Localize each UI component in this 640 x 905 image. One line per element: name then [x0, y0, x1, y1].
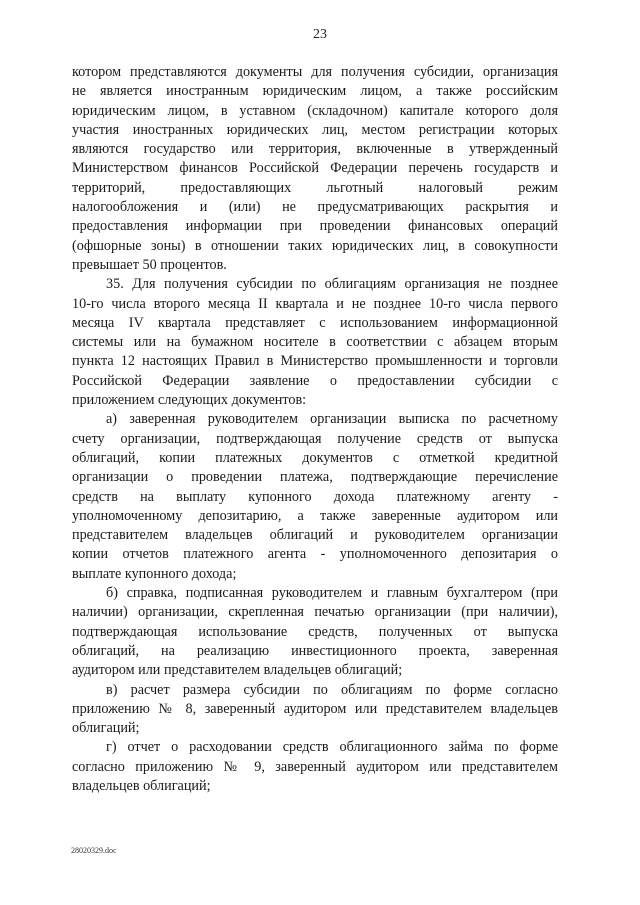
text-line: Министерством финансов Российской Федерации перечень государств и [72, 160, 558, 177]
text-line: системы или на бумажном носителе в соответствии с абзацем вторым [72, 334, 558, 351]
text-line: наличии) организации, скрепленная печатью организации (при наличии), [72, 604, 558, 621]
text-line: г) отчет о расходовании средств облигационного займа по форме [106, 739, 558, 756]
text-line: являются государство или территория, включенные в утвержденный [72, 141, 558, 158]
text-line: выплате купонного дохода; [72, 565, 237, 582]
page-number: 23 [313, 27, 327, 42]
footer-filename: 28020329.doc [71, 846, 117, 855]
text-line: уполномоченному депозитарию, а также заверенные аудитором или [72, 507, 558, 524]
text-line: счету организации, подтверждающая получение средств от выпуска [72, 430, 558, 447]
text-line: согласно приложению № 9, заверенный аудитором или представителем [72, 758, 558, 775]
text-line: 10-го числа второго месяца II квартала и не позднее 10-го числа первого [72, 295, 558, 312]
text-line: приложением следующих документов: [72, 392, 307, 409]
text-line: не является иностранным юридическим лицом, а также российским [72, 83, 558, 100]
text-line: пункта 12 настоящих Правил в Министерство промышленности и торговли [72, 353, 558, 370]
text-line: налогообложения и (или) не предусматривающих раскрытия и [72, 199, 558, 216]
text-line: Российской Федерации заявление о предоставлении субсидии с [72, 372, 558, 389]
text-line: аудитором или представителем владельцев облигаций; [72, 662, 403, 679]
text-line: облигаций, на реализацию инвестиционного проекта, заверенная [72, 642, 558, 659]
text-line: копии отчетов платежного агента - уполномоченного депозитария о [72, 546, 558, 563]
text-line: территорий, предоставляющих льготный налоговый режим [72, 179, 558, 196]
text-line: 35. Для получения субсидии по облигациям организация не позднее [106, 276, 558, 293]
text-line: владельцев облигаций; [72, 777, 211, 794]
text-line: юридическим лицом, в уставном (складочном) капитале которого доля [72, 102, 558, 119]
text-line: приложению № 8, заверенный аудитором или представителем владельцев [72, 700, 558, 717]
text-line: подтверждающая использование средств, полученных от выпуска [72, 623, 558, 640]
text-line: облигаций, копии платежных документов с отметкой кредитной [72, 449, 558, 466]
text-line: облигаций; [72, 720, 140, 737]
text-line: б) справка, подписанная руководителем и главным бухгалтером (при [106, 585, 558, 602]
text-line: а) заверенная руководителем организации выписка по расчетному [106, 411, 558, 428]
text-line: участия иностранных юридических лиц, местом регистрации которых [72, 121, 558, 138]
body-text [72, 63, 558, 796]
text-line: средств на выплату купонного дохода платежному агенту - [72, 488, 558, 505]
text-line: месяца IV квартала представляет с использованием информационной [72, 314, 558, 331]
text-line: организации о проведении платежа, подтверждающие перечисление [72, 469, 558, 486]
text-line: предоставления информации при проведении финансовых операций [72, 218, 558, 235]
text-line: представителем владельцев облигаций и руководителем организации [72, 527, 558, 544]
text-line: котором представляются документы для получения субсидии, организация [72, 64, 558, 80]
text-line: в) расчет размера субсидии по облигациям по форме согласно [106, 681, 558, 698]
text-line: превышает 50 процентов. [72, 256, 227, 273]
text-line: (офшорные зоны) в отношении таких юридических лиц, в совокупности [72, 237, 558, 254]
